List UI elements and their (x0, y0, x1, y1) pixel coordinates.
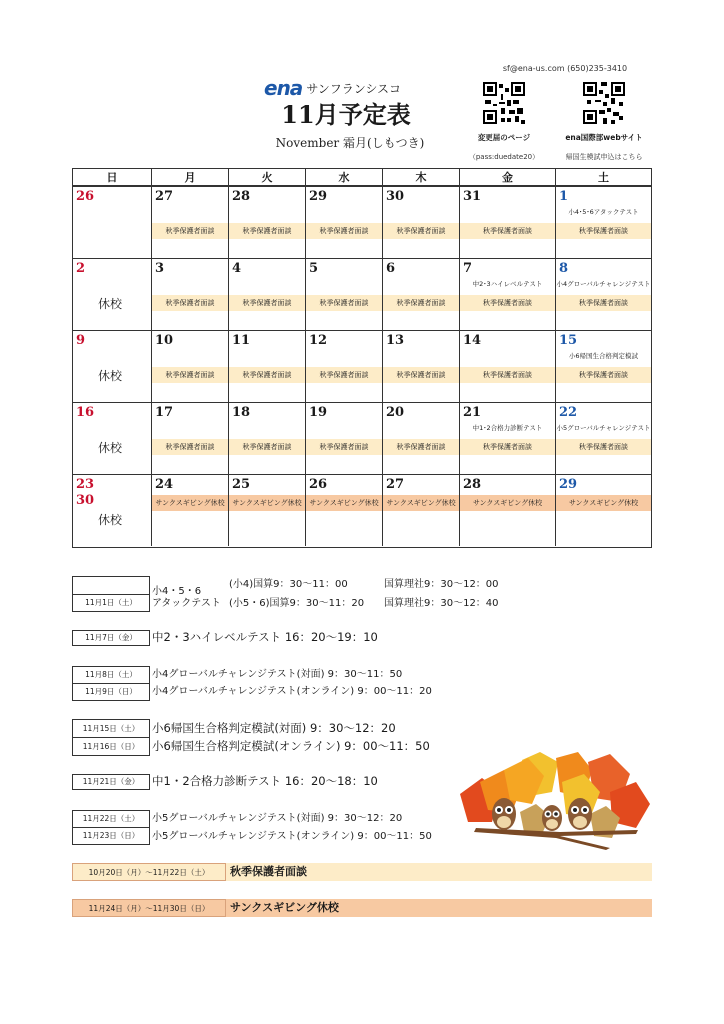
date-number: 31 (463, 189, 482, 204)
day-cell (459, 187, 555, 258)
period-label: サンクスギビング休校 (230, 901, 339, 914)
page-subtitle: November 霜月(しもつき) (275, 136, 425, 150)
date-number: 14 (463, 333, 482, 348)
date-number: 26 (309, 477, 328, 492)
schedule-text: 中1・2合格力診断テスト 16：20〜18：10 (152, 774, 378, 788)
schedule-text: 小6帰国生合格判定模試(オンライン) 9：00〜11：50 (152, 739, 430, 753)
meeting-band: 秋季保護者面談 (556, 295, 651, 311)
schedule-text: 小4グローバルチャレンジテスト(オンライン) 9：00〜11：20 (152, 686, 432, 697)
meeting-band: 秋季保護者面談 (556, 367, 651, 383)
schedule-item-attack-test (72, 576, 652, 612)
qr-code-icon[interactable] (483, 82, 525, 124)
calendar-week-1 (73, 186, 651, 258)
day-cell (382, 475, 459, 546)
weekday-header (73, 169, 651, 186)
qr-website[interactable] (556, 82, 652, 162)
schedule-time: 国算理社9：30〜12：40 (384, 598, 499, 609)
schedule-time: (小5・6)国算9：30〜11：20 (229, 598, 365, 609)
holiday-band: サンクスギビング休校 (383, 495, 459, 511)
day-cell (228, 259, 305, 330)
meeting-band: 秋季保護者面談 (383, 223, 459, 239)
meeting-band: 秋季保護者面談 (152, 223, 228, 239)
day-event: 小5グローバルチャレンジテスト (556, 424, 651, 432)
closed-label: 休校 (98, 297, 123, 311)
schedule-label: アタックテスト (152, 598, 221, 609)
day-event: 小4･5･6アタックテスト (568, 208, 639, 216)
closed-label: 休校 (98, 369, 123, 383)
date-number: 6 (386, 261, 396, 276)
date-number: 29 (309, 189, 328, 204)
day-cell (228, 403, 305, 474)
date-number: 12 (309, 333, 328, 348)
date-box-top (72, 576, 150, 594)
closed-label: 休校 (98, 513, 123, 527)
day-event: 小4グローバルチャレンジテスト (556, 280, 651, 288)
day-cell (305, 475, 382, 546)
date-number: 21 (463, 405, 482, 420)
day-event: 中2･3ハイレベルテスト (472, 280, 543, 288)
day-cell (305, 331, 382, 402)
schedule-date: 11月15日（土） (72, 719, 150, 738)
day-cell (73, 331, 151, 402)
date-number: 26 (76, 189, 95, 204)
date-number: 18 (232, 405, 251, 420)
day-cell (228, 187, 305, 258)
logo-subtitle: サンフランシスコ (306, 81, 402, 96)
meeting-band: 秋季保護者面談 (152, 367, 228, 383)
meeting-band: 秋季保護者面談 (306, 223, 382, 239)
meeting-band: 秋季保護者面談 (556, 223, 651, 239)
weekday-fri: 金 (459, 169, 555, 185)
day-cell (305, 403, 382, 474)
date-number: 11 (232, 333, 251, 348)
meeting-band: 秋季保護者面談 (383, 367, 459, 383)
day-cell (305, 259, 382, 330)
schedule-item (72, 773, 452, 791)
day-event: 中1･2合格力診断テスト (472, 424, 543, 432)
ena-logo: ena (264, 76, 303, 100)
meeting-band: 秋季保護者面談 (306, 439, 382, 455)
logo-row (264, 77, 401, 99)
date-number: 23 (76, 477, 95, 492)
holiday-band: サンクスギビング休校 (306, 495, 382, 511)
day-cell (228, 475, 305, 546)
meeting-band: 秋季保護者面談 (229, 367, 305, 383)
day-cell (73, 403, 151, 474)
date-number: 5 (309, 261, 319, 276)
day-cell (555, 403, 651, 474)
holiday-period-band (72, 899, 652, 917)
date-number: 8 (559, 261, 569, 276)
holiday-band: サンクスギビング休校 (556, 495, 651, 511)
schedule-date: 11月1日（土） (72, 594, 150, 612)
schedule-text: 小6帰国生合格判定模試(対面) 9：30〜12：20 (152, 721, 396, 735)
date-number: 10 (155, 333, 174, 348)
day-cell (555, 475, 651, 546)
date-number: 28 (463, 477, 482, 492)
date-number: 9 (76, 333, 86, 348)
day-cell (555, 187, 651, 258)
meeting-period-band (72, 863, 652, 881)
date-number: 1 (559, 189, 569, 204)
meeting-band: 秋季保護者面談 (460, 295, 555, 311)
day-cell (459, 403, 555, 474)
holiday-band: サンクスギビング休校 (152, 495, 228, 511)
autumn-leaves-owls-icon (460, 752, 652, 854)
day-cell (151, 403, 228, 474)
day-cell (459, 475, 555, 546)
meeting-band: 秋季保護者面談 (383, 295, 459, 311)
day-cell (73, 259, 151, 330)
schedule-item (72, 810, 472, 846)
date-number: 17 (155, 405, 174, 420)
meeting-band: 秋季保護者面談 (152, 439, 228, 455)
date-number: 28 (232, 189, 251, 204)
calendar-week-3 (73, 330, 651, 402)
contact-info: sf@ena-us.com (650)235-3410 (502, 64, 628, 73)
meeting-band: 秋季保護者面談 (383, 439, 459, 455)
day-cell (151, 187, 228, 258)
day-cell (151, 331, 228, 402)
day-cell (305, 187, 382, 258)
meeting-band: 秋季保護者面談 (460, 223, 555, 239)
date-number: 22 (559, 405, 578, 420)
schedule-text: 小5グローバルチャレンジテスト(対面) 9：30〜12：20 (152, 813, 403, 824)
closed-label: 休校 (98, 441, 123, 455)
date-number: 30 (386, 189, 405, 204)
day-event: 小6帰国生合格判定模試 (568, 352, 639, 360)
schedule-time: (小4)国算9：30〜11：00 (229, 579, 348, 590)
weekday-sat: 土 (555, 169, 651, 185)
date-number: 29 (559, 477, 578, 492)
meeting-band: 秋季保護者面談 (460, 439, 555, 455)
date-number: 4 (232, 261, 242, 276)
date-number: 16 (76, 405, 95, 420)
qr-code-icon[interactable] (583, 82, 625, 124)
period-date: 10月20日（月）〜11月22日（土） (72, 863, 226, 881)
day-cell (555, 331, 651, 402)
date-number: 27 (386, 477, 405, 492)
holiday-band: サンクスギビング休校 (460, 495, 555, 511)
schedule-date: 11月21日（金） (72, 774, 150, 790)
schedule-item (72, 629, 652, 647)
schedule-item (72, 666, 652, 700)
weekday-tue: 火 (228, 169, 305, 185)
period-label: 秋季保護者面談 (230, 865, 307, 878)
date-number-extra: 30 (76, 493, 95, 508)
meeting-band: 秋季保護者面談 (556, 439, 651, 455)
schedule-label: 小4・5・6 (152, 586, 202, 597)
holiday-band: サンクスギビング休校 (229, 495, 305, 511)
page-title: 11月予定表 (281, 100, 411, 129)
date-number: 24 (155, 477, 174, 492)
day-cell (459, 331, 555, 402)
date-number: 15 (559, 333, 578, 348)
meeting-band: 秋季保護者面談 (229, 223, 305, 239)
calendar-week-4 (73, 402, 651, 474)
day-cell (228, 331, 305, 402)
schedule-text: 小4グローバルチャレンジテスト(対面) 9：30〜11：50 (152, 669, 403, 680)
qr-change-form[interactable] (456, 82, 552, 162)
day-cell (151, 475, 228, 546)
schedule-date: 11月7日（金） (72, 630, 150, 646)
schedule-text: 小5グローバルチャレンジテスト(オンライン) 9：00〜11：50 (152, 831, 432, 842)
day-cell (459, 259, 555, 330)
day-cell (151, 259, 228, 330)
meeting-band: 秋季保護者面談 (460, 367, 555, 383)
date-number: 13 (386, 333, 405, 348)
weekday-mon: 月 (151, 169, 228, 185)
meeting-band: 秋季保護者面談 (152, 295, 228, 311)
calendar-week-5 (73, 474, 651, 546)
day-cell (73, 187, 151, 258)
schedule-date: 11月23日（日） (72, 827, 150, 845)
day-cell (555, 259, 651, 330)
schedule-date: 11月9日（日） (72, 683, 150, 701)
weekday-thu: 木 (382, 169, 459, 185)
meeting-band: 秋季保護者面談 (229, 295, 305, 311)
date-number: 3 (155, 261, 165, 276)
calendar (72, 168, 652, 548)
day-cell (382, 259, 459, 330)
qr-website-note: 帰国生模試申込はこちら (565, 153, 643, 161)
schedule-date: 11月16日（日） (72, 737, 150, 756)
calendar-week-2 (73, 258, 651, 330)
qr-website-label: ena国際部webサイト (565, 133, 643, 142)
period-date: 11月24日（月）〜11月30日（日） (72, 899, 226, 917)
meeting-band: 秋季保護者面談 (306, 295, 382, 311)
date-number: 2 (76, 261, 86, 276)
day-cell (382, 331, 459, 402)
day-cell (73, 475, 151, 546)
date-number: 19 (309, 405, 328, 420)
date-number: 25 (232, 477, 251, 492)
schedule-time: 国算理社9：30〜12：00 (384, 579, 499, 590)
schedule-date: 11月8日（土） (72, 666, 150, 684)
qr-change-form-note: （pass:duedate20） (468, 153, 540, 161)
date-number: 7 (463, 261, 473, 276)
schedule-text: 中2・3ハイレベルテスト 16：20〜19：10 (152, 630, 378, 644)
day-cell (382, 403, 459, 474)
meeting-band: 秋季保護者面談 (306, 367, 382, 383)
weekday-wed: 水 (305, 169, 382, 185)
day-cell (382, 187, 459, 258)
weekday-sun: 日 (106, 171, 118, 184)
date-number: 27 (155, 189, 174, 204)
schedule-date: 11月22日（土） (72, 810, 150, 828)
qr-change-form-label: 変更届のページ (477, 133, 531, 142)
schedule-item (72, 719, 652, 755)
meeting-band: 秋季保護者面談 (229, 439, 305, 455)
date-number: 20 (386, 405, 405, 420)
